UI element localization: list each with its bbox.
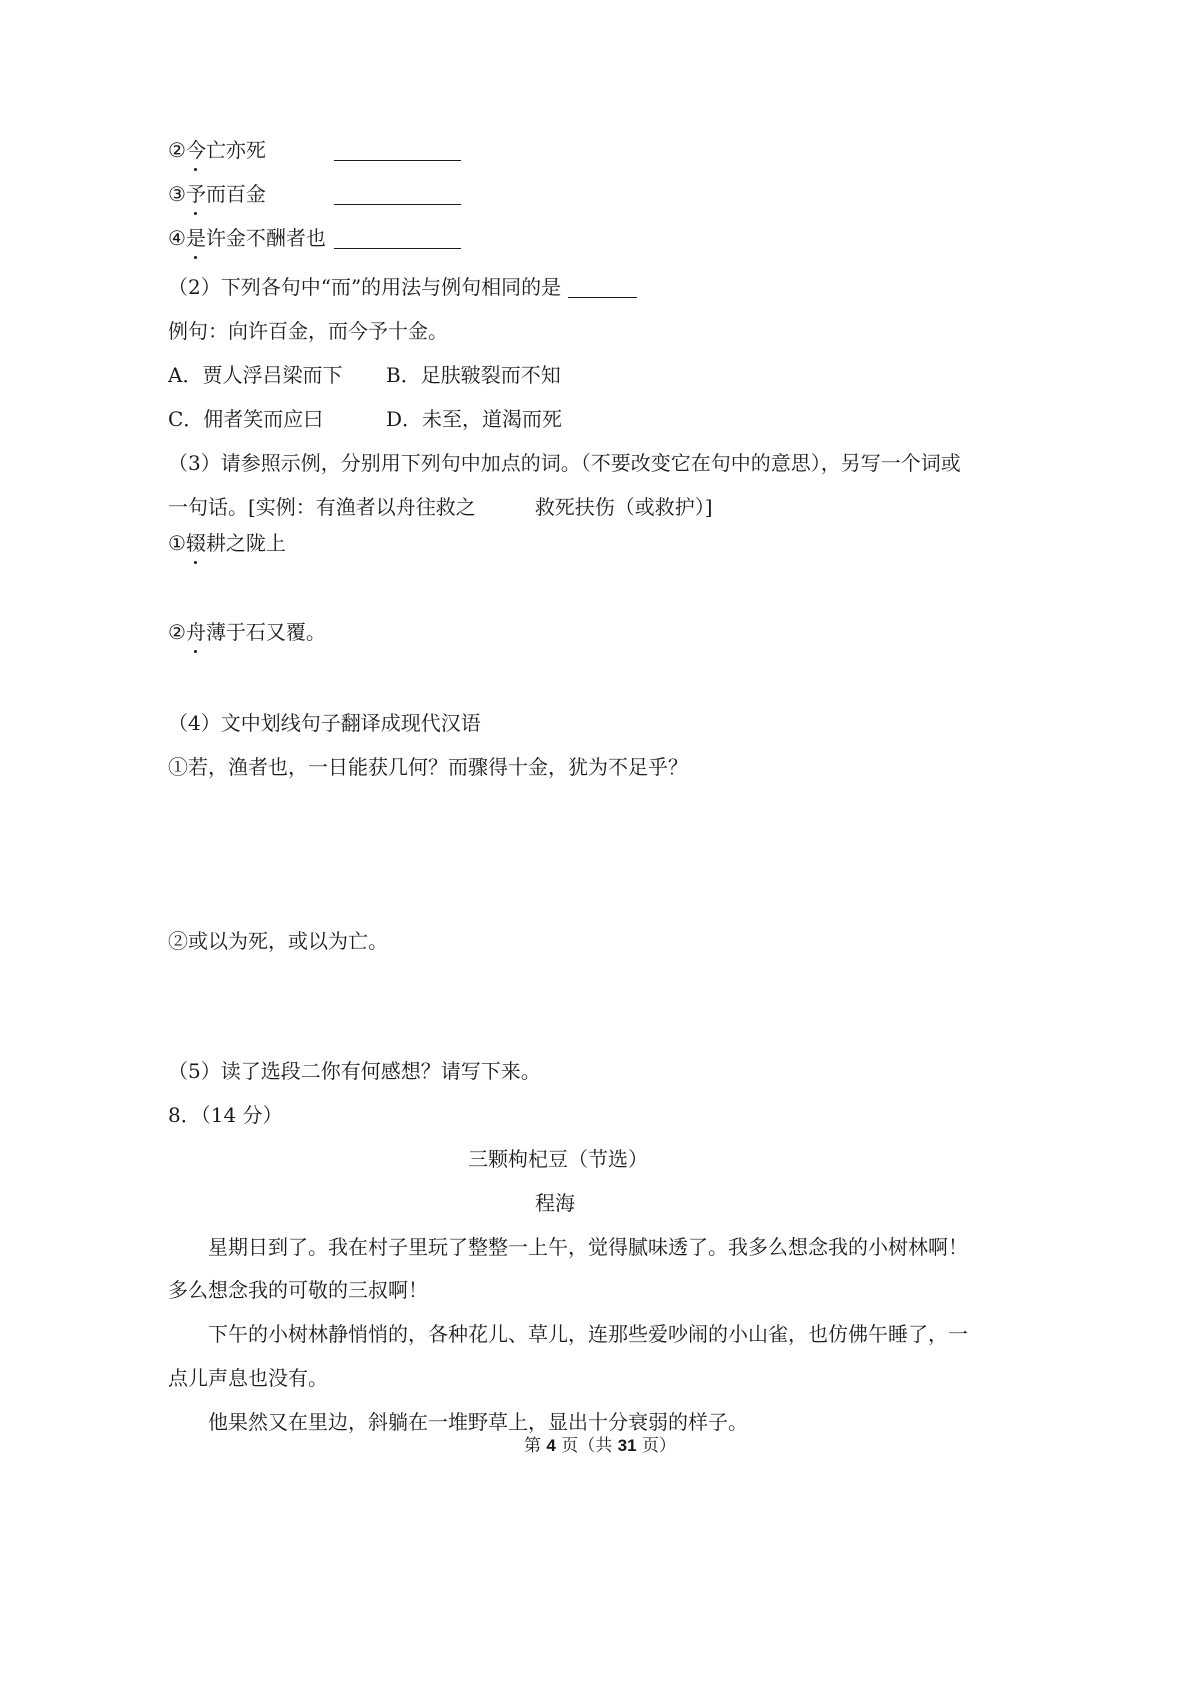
item-text: 亡亦死 xyxy=(205,138,266,162)
passage-title: 三颗枸杞豆（节选） xyxy=(468,1147,648,1171)
q4-item-1: ①若，渔者也，一日能获几何？而骤得十金，犹为不足乎？ xyxy=(168,755,688,779)
q4-item-2: ②或以为死，或以为亡。 xyxy=(168,929,388,953)
q3-item-2 xyxy=(168,618,326,646)
option-c: C．佣者笑而应曰 xyxy=(168,407,324,431)
paragraph-3-line-1: 他果然又在里边，斜躺在一堆野草上，显出十分衰弱的样子。 xyxy=(208,1410,748,1434)
paragraph-1-line-2: 多么想念我的可敬的三叔啊！ xyxy=(168,1278,428,1302)
q5-prompt: （5）读了选段二你有何感想？请写下来。 xyxy=(168,1059,541,1083)
footer-suffix: 页） xyxy=(636,1436,676,1456)
q2-prompt-text: （2）下列各句中“而”的用法与例句相同的是 xyxy=(168,275,562,299)
dotted-word: 辍 xyxy=(185,531,206,555)
dotted-word: 予 xyxy=(185,182,206,206)
option-d: D．未至，道渴而死 xyxy=(386,407,563,431)
answer-blank[interactable] xyxy=(334,203,461,205)
page-number: 4 xyxy=(546,1436,556,1455)
paragraph-1-line-1: 星期日到了。我在村子里玩了整整一上午，觉得腻味透了。我多么想念我的小树林啊！ xyxy=(208,1235,968,1259)
footer-prefix: 第 xyxy=(523,1436,547,1456)
dotted-word: 今 xyxy=(185,138,206,162)
option-a: A．贾人浮吕梁而下 xyxy=(168,363,343,387)
item-text: 而百金 xyxy=(205,182,266,206)
item-number: ① xyxy=(168,531,186,555)
paragraph-2-line-1: 下午的小树林静悄悄的，各种花儿、草儿，连那些爱吵闹的小山雀，也仿佛午睡了，一 xyxy=(208,1322,968,1346)
total-pages: 31 xyxy=(617,1436,637,1455)
item-text: 许金不酬者也 xyxy=(205,226,326,250)
q3-example-answer: 救死扶伤（或救护）] xyxy=(534,495,713,519)
q8-header: 8．（14 分） xyxy=(168,1103,283,1127)
item-number: ② xyxy=(168,138,186,162)
item-number: ② xyxy=(168,620,186,644)
dotted-word: 是 xyxy=(185,226,206,250)
dotted-word: 舟 xyxy=(185,620,206,644)
q2-prompt xyxy=(168,273,561,301)
passage-author: 程海 xyxy=(535,1191,575,1215)
q1-item-2 xyxy=(168,136,266,164)
q3-item-1 xyxy=(168,529,286,557)
q3-example-sentence: 一句话。[实例：有渔者以舟往救之 xyxy=(168,495,476,519)
q3-prompt-line2 xyxy=(168,493,713,521)
q1-item-4 xyxy=(168,224,326,252)
answer-blank[interactable] xyxy=(568,296,637,298)
q1-item-3 xyxy=(168,180,266,208)
answer-blank[interactable] xyxy=(334,159,461,161)
q3-prompt-line1: （3）请参照示例，分别用下列句中加点的词。（不要改变它在句中的意思），另写一个词或 xyxy=(168,451,961,475)
item-text: 耕之陇上 xyxy=(205,531,286,555)
answer-blank[interactable] xyxy=(334,247,461,249)
item-text: 薄于石又覆。 xyxy=(205,620,326,644)
option-b: B．足肤皲裂而不知 xyxy=(386,363,561,387)
q4-prompt: （4）文中划线句子翻译成现代汉语 xyxy=(168,711,481,735)
paragraph-2-line-2: 点儿声息也没有。 xyxy=(168,1366,328,1390)
footer-middle: 页（共 xyxy=(555,1436,618,1456)
item-number: ③ xyxy=(168,182,186,206)
item-number: ④ xyxy=(168,226,186,250)
page-footer xyxy=(0,1432,1200,1460)
q2-example: 例句：向许百金，而今予十金。 xyxy=(168,319,448,343)
